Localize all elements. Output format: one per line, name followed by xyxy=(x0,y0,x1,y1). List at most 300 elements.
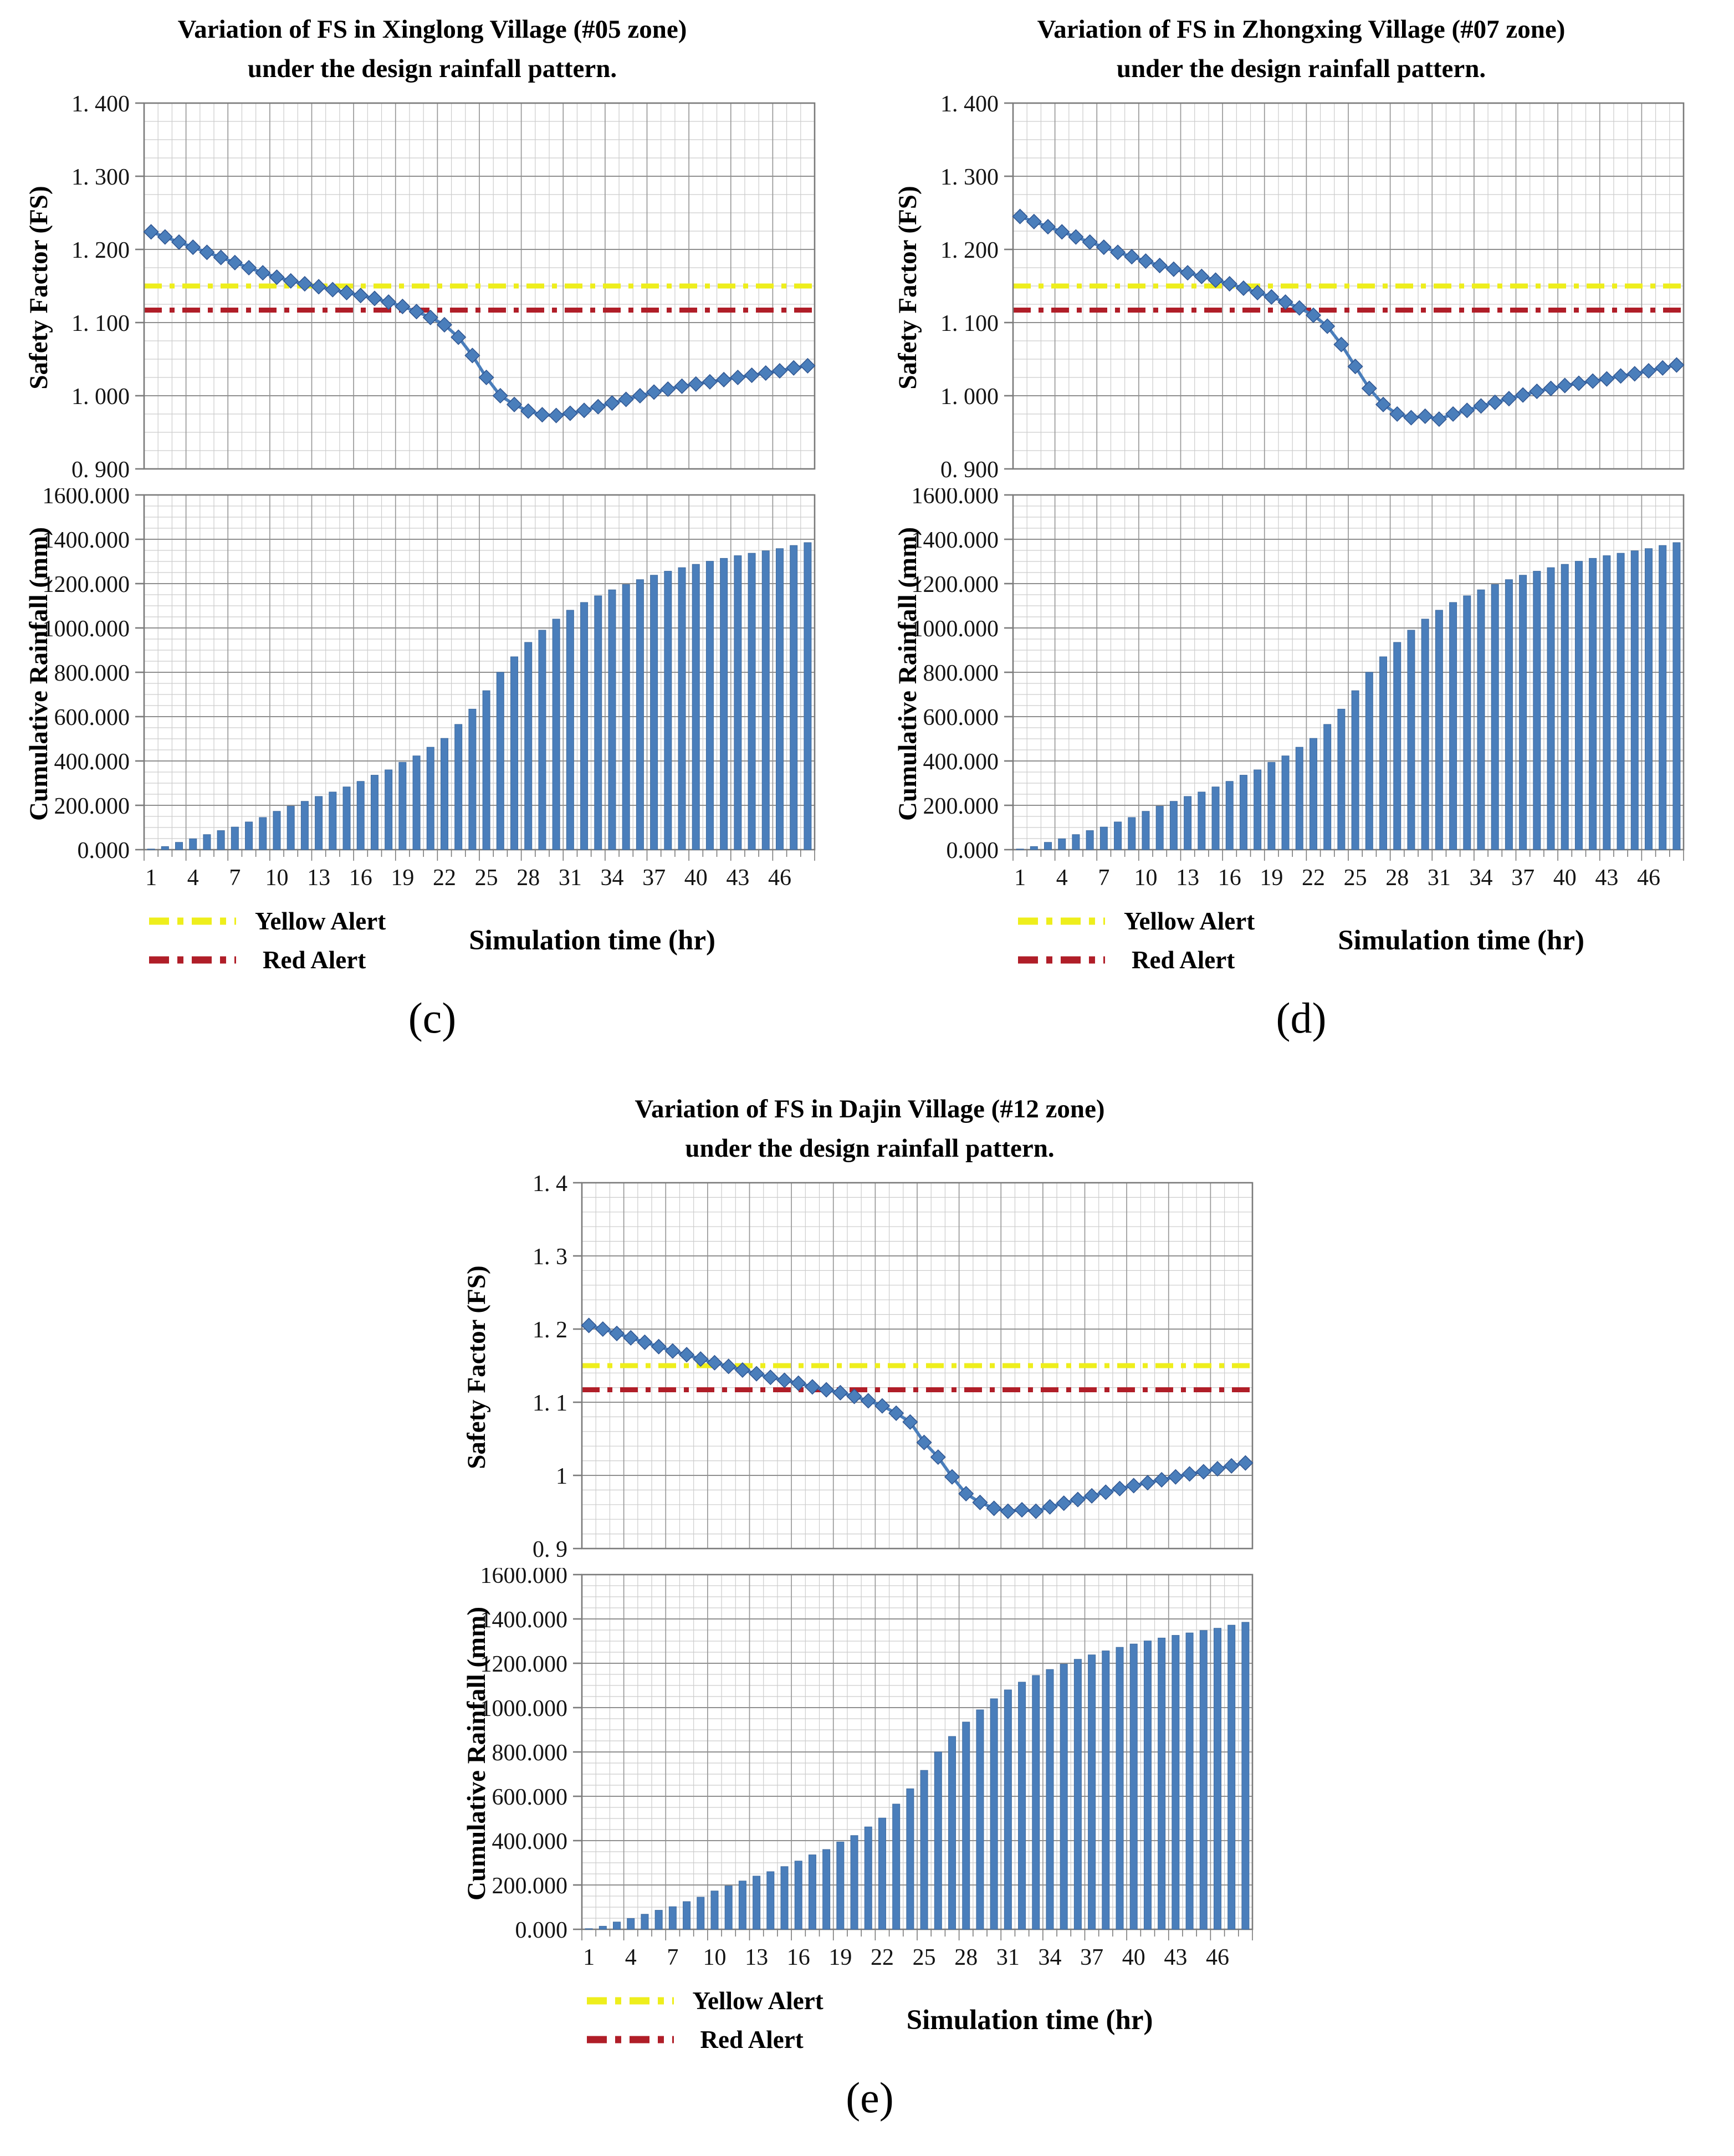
x-tick-label: 4 xyxy=(625,1945,637,1970)
fs-marker xyxy=(633,389,647,403)
fs-marker xyxy=(773,364,787,378)
fs-marker xyxy=(1585,374,1600,389)
fs-marker xyxy=(577,403,591,417)
fs-marker xyxy=(158,230,172,244)
yellow-alert-line-swatch xyxy=(147,915,238,927)
fs-marker xyxy=(623,1331,638,1345)
rainfall-bar xyxy=(203,835,211,850)
rainfall-bar xyxy=(1004,1690,1011,1929)
x-tick-label: 34 xyxy=(1469,865,1493,891)
legend-item-yellow-alert xyxy=(147,907,386,936)
x-tick-label: 28 xyxy=(516,865,540,891)
legend-label-yellow-alert: Yellow Alert xyxy=(692,1987,823,2015)
rainfall-bar xyxy=(734,556,741,850)
rainfall-bar xyxy=(976,1710,983,1929)
y-tick-label: 1. 000 xyxy=(940,384,999,410)
fs-marker xyxy=(1111,245,1125,259)
x-tick-label: 7 xyxy=(666,1945,678,1970)
panel-d-rain-block xyxy=(874,488,1728,901)
fs-marker xyxy=(1097,240,1111,254)
fs-marker xyxy=(1124,249,1139,264)
rainfall-bar xyxy=(809,1855,816,1929)
fs-y-axis-title: Safety Factor (FS) xyxy=(893,186,922,390)
x-tick-label: 37 xyxy=(642,865,666,891)
fs-marker xyxy=(661,382,675,396)
rainfall-bar xyxy=(469,709,476,850)
rainfall-bar xyxy=(1018,1682,1025,1929)
rainfall-bar xyxy=(636,580,643,850)
fs-marker xyxy=(1153,258,1167,273)
fs-marker xyxy=(144,224,158,239)
fs-marker xyxy=(242,260,256,275)
fs-marker xyxy=(689,377,703,391)
x-tick-label: 10 xyxy=(702,1945,726,1970)
rainfall-bar xyxy=(776,549,783,850)
legend xyxy=(147,907,386,974)
rainfall-bar xyxy=(878,1818,886,1929)
rainfall-bar xyxy=(1310,738,1317,850)
y-tick-label: 200.000 xyxy=(54,794,130,819)
x-tick-label: 19 xyxy=(391,865,415,891)
legend-label-red-alert: Red Alert xyxy=(1132,946,1235,974)
fs-marker xyxy=(1516,388,1530,402)
y-tick-label: 1200.000 xyxy=(911,572,999,597)
fs-marker xyxy=(521,404,535,418)
rainfall-bar xyxy=(1016,849,1024,850)
x-tick-label: 22 xyxy=(1301,865,1325,891)
rainfall-bar xyxy=(1170,801,1177,850)
panel-e-title xyxy=(443,1090,1297,1168)
rain-chart-c xyxy=(6,488,837,901)
fs-marker xyxy=(1140,1475,1154,1490)
rainfall-bar xyxy=(1435,610,1443,850)
y-tick-label: 1200.000 xyxy=(42,572,130,597)
y-tick-label: 800.000 xyxy=(923,661,999,686)
rainfall-bar xyxy=(710,1891,718,1929)
y-tick-label: 0.000 xyxy=(515,1918,567,1943)
rainfall-bar xyxy=(1617,553,1624,850)
yellow-alert-line-swatch xyxy=(1016,915,1107,927)
fs-marker xyxy=(1210,1462,1224,1476)
x-tick-label: 34 xyxy=(600,865,624,891)
rainfall-bar xyxy=(161,846,168,850)
fs-marker xyxy=(763,1370,778,1384)
x-tick-label: 13 xyxy=(744,1945,768,1970)
fs-marker xyxy=(591,400,605,414)
x-tick-label: 43 xyxy=(1163,1945,1187,1970)
fs-marker xyxy=(1614,369,1628,383)
fs-marker xyxy=(1042,1500,1057,1514)
rainfall-bar xyxy=(1046,1669,1053,1929)
y-tick-label: 1000.000 xyxy=(911,616,999,642)
fs-marker xyxy=(647,385,661,399)
panel-d-fs-block xyxy=(874,95,1728,488)
rain-y-axis-title: Cumulative Rainfall (mm) xyxy=(462,1607,491,1901)
rainfall-bar xyxy=(1156,806,1163,850)
rainfall-bar xyxy=(613,1922,620,1929)
fs-marker xyxy=(186,240,200,254)
rainfall-bar xyxy=(1659,545,1666,850)
fs-chart-c xyxy=(6,95,837,488)
fs-marker xyxy=(800,359,815,373)
rainfall-bar xyxy=(1547,568,1554,850)
y-tick-label: 1400.000 xyxy=(911,528,999,553)
fs-marker xyxy=(1182,1467,1196,1481)
fs-marker xyxy=(675,379,689,394)
fs-marker xyxy=(1278,295,1293,309)
rainfall-bar xyxy=(664,571,672,850)
x-tick-label: 46 xyxy=(1636,865,1660,891)
fs-marker xyxy=(1488,395,1502,410)
y-tick-label: 400.000 xyxy=(54,749,130,775)
rainfall-bar xyxy=(1060,1664,1067,1929)
rainfall-bar xyxy=(1282,756,1289,850)
rainfall-bar xyxy=(1102,1651,1109,1929)
y-tick-label: 1200.000 xyxy=(480,1652,567,1677)
fs-marker xyxy=(1056,1496,1071,1510)
x-tick-label: 31 xyxy=(996,1945,1020,1970)
fs-marker xyxy=(507,397,521,412)
rainfall-bar xyxy=(1645,549,1652,850)
y-tick-label: 1. 300 xyxy=(71,165,130,190)
y-tick-label: 600.000 xyxy=(492,1785,567,1810)
x-tick-label: 4 xyxy=(187,865,199,891)
y-tick-label: 1. 3 xyxy=(532,1244,567,1270)
rainfall-bar xyxy=(1450,602,1457,850)
fs-marker xyxy=(1292,301,1307,315)
y-tick-label: 1. 100 xyxy=(940,311,999,336)
rainfall-bar xyxy=(1380,657,1387,850)
x-tick-label: 13 xyxy=(307,865,331,891)
rainfall-bar xyxy=(231,827,238,850)
y-tick-label: 400.000 xyxy=(492,1829,567,1854)
rainfall-bar xyxy=(1296,747,1303,850)
fs-marker xyxy=(721,1359,735,1373)
rainfall-bar xyxy=(1491,585,1498,850)
fs-marker xyxy=(1085,1489,1099,1503)
panel-e-title-line2: under the design rainfall pattern. xyxy=(685,1133,1055,1163)
rainfall-bar xyxy=(1365,672,1373,850)
y-tick-label: 1. 200 xyxy=(940,238,999,263)
fs-marker xyxy=(1083,235,1097,249)
panel-d-title-line2: under the design rainfall pattern. xyxy=(1116,54,1486,83)
y-tick-label: 1600.000 xyxy=(42,488,130,509)
rainfall-bar xyxy=(455,724,462,850)
x-tick-label: 7 xyxy=(1098,865,1110,891)
rainfall-bar xyxy=(892,1804,899,1929)
y-tick-label: 0.000 xyxy=(77,838,130,864)
rainfall-bar xyxy=(920,1770,928,1929)
fs-marker xyxy=(214,251,228,265)
rainfall-bar xyxy=(315,796,323,850)
rainfall-bar xyxy=(641,1914,648,1929)
rainfall-bar xyxy=(795,1861,802,1929)
rainfall-bar xyxy=(245,822,253,850)
rainfall-bar xyxy=(595,596,602,850)
x-tick-label: 19 xyxy=(1260,865,1283,891)
fs-marker xyxy=(777,1373,791,1387)
fs-marker xyxy=(1194,269,1209,284)
y-tick-label: 0. 9 xyxy=(532,1537,567,1562)
fs-marker xyxy=(1530,384,1544,398)
fs-marker xyxy=(1138,254,1153,268)
fs-marker xyxy=(1238,1456,1252,1470)
rainfall-bar xyxy=(790,545,797,850)
fs-y-axis-title: Safety Factor (FS) xyxy=(462,1265,491,1469)
x-tick-label: 28 xyxy=(1385,865,1409,891)
rainfall-bar xyxy=(1254,770,1261,850)
fs-marker xyxy=(605,396,619,410)
fs-marker xyxy=(1126,1478,1140,1493)
rainfall-bar xyxy=(1324,724,1331,850)
fs-marker xyxy=(1628,366,1642,381)
rainfall-bar xyxy=(357,781,364,850)
fs-marker xyxy=(973,1495,987,1510)
x-tick-label: 1 xyxy=(1014,865,1026,891)
rainfall-bar xyxy=(301,801,308,850)
red-alert-line-swatch xyxy=(1016,954,1107,966)
panel-d xyxy=(874,8,1728,1043)
rainfall-bar xyxy=(1128,818,1135,850)
panel-c-title xyxy=(6,10,859,88)
fs-marker xyxy=(354,288,368,303)
fs-marker xyxy=(730,370,745,385)
fs-marker xyxy=(381,295,396,309)
rainfall-bar xyxy=(399,762,406,850)
rainfall-bar xyxy=(990,1699,998,1929)
rainfall-bar xyxy=(781,1867,788,1929)
panel-c-legend-row xyxy=(147,907,859,974)
rainfall-bar xyxy=(1589,558,1597,850)
y-tick-label: 200.000 xyxy=(492,1873,567,1899)
rainfall-bar xyxy=(1198,792,1205,850)
fs-marker xyxy=(986,1501,1001,1515)
rainfall-bar xyxy=(766,1872,774,1929)
fs-marker xyxy=(1641,364,1656,378)
x-tick-label: 34 xyxy=(1037,1945,1061,1970)
panel-c-title-line1: Variation of FS in Xinglong Village (#05 zone) xyxy=(177,15,687,44)
fs-marker xyxy=(1460,403,1474,417)
x-tick-label: 31 xyxy=(558,865,582,891)
x-tick-label: 22 xyxy=(870,1945,894,1970)
rainfall-bar xyxy=(566,610,574,850)
legend-item-yellow-alert xyxy=(585,1986,823,2015)
fs-marker xyxy=(1041,219,1055,234)
x-tick-label: 16 xyxy=(349,865,372,891)
rain-y-axis-title: Cumulative Rainfall (mm) xyxy=(893,527,922,821)
rainfall-bar xyxy=(1421,619,1429,850)
rainfall-bar xyxy=(836,1842,843,1929)
fs-marker xyxy=(1264,290,1278,304)
x-tick-label: 43 xyxy=(1595,865,1619,891)
y-tick-label: 1. 4 xyxy=(532,1174,567,1197)
rainfall-bar xyxy=(622,585,630,850)
rainfall-bar xyxy=(1408,630,1415,850)
rainfall-bar xyxy=(906,1789,913,1929)
panel-c-title-line2: under the design rainfall pattern. xyxy=(247,54,617,83)
fs-marker xyxy=(1572,376,1586,391)
rainfall-bar xyxy=(822,1850,830,1929)
y-tick-label: 1600.000 xyxy=(911,488,999,509)
rainfall-bar xyxy=(762,551,769,850)
fs-marker xyxy=(665,1344,679,1358)
rainfall-bar xyxy=(865,1827,872,1929)
rainfall-bar xyxy=(147,849,155,850)
fs-marker xyxy=(759,366,773,380)
rainfall-bar xyxy=(343,787,350,850)
rainfall-bar xyxy=(427,747,434,850)
rainfall-bar xyxy=(385,770,392,850)
fs-marker xyxy=(563,406,577,421)
rainfall-bar xyxy=(441,738,448,850)
legend-label-red-alert: Red Alert xyxy=(263,946,366,974)
fs-marker xyxy=(1348,359,1363,374)
fs-marker xyxy=(610,1326,624,1341)
rainfall-bar xyxy=(739,1881,746,1929)
rainfall-bar xyxy=(948,1736,955,1929)
rainfall-bar xyxy=(497,672,504,850)
fs-marker xyxy=(1474,398,1488,413)
yellow-alert-line-swatch xyxy=(585,1995,676,2007)
rainfall-bar xyxy=(720,558,728,850)
legend xyxy=(1016,907,1255,974)
fs-marker xyxy=(311,279,326,294)
fs-marker xyxy=(395,299,410,314)
fs-marker xyxy=(367,291,382,305)
y-tick-label: 800.000 xyxy=(492,1740,567,1766)
panel-e-title-line1: Variation of FS in Dajin Village (#12 zone) xyxy=(635,1095,1105,1123)
rain-chart-e xyxy=(443,1568,1275,1981)
panel-e-legend-row xyxy=(585,1986,1297,2054)
fs-marker xyxy=(549,408,564,423)
legend-item-red-alert xyxy=(1016,946,1255,974)
x-axis-title: Simulation time (hr) xyxy=(906,2005,1153,2036)
fs-marker xyxy=(1098,1485,1113,1499)
y-tick-label: 200.000 xyxy=(923,794,999,819)
y-tick-label: 1. 400 xyxy=(71,95,130,117)
fs-marker xyxy=(1027,214,1041,229)
y-tick-label: 800.000 xyxy=(54,661,130,686)
fs-marker xyxy=(1168,1470,1183,1484)
fs-marker xyxy=(1544,381,1558,396)
fs-marker xyxy=(1418,409,1433,423)
x-tick-label: 22 xyxy=(432,865,456,891)
rainfall-bar xyxy=(692,564,699,850)
x-axis-title: Simulation time (hr) xyxy=(1338,925,1584,956)
rainfall-bar xyxy=(1114,822,1122,850)
fs-marker xyxy=(861,1393,875,1408)
rainfall-bar xyxy=(1338,709,1345,850)
y-tick-label: 1400.000 xyxy=(42,528,130,553)
rainfall-bar xyxy=(1088,1655,1095,1929)
x-tick-label: 40 xyxy=(684,865,708,891)
x-tick-label: 25 xyxy=(912,1945,936,1970)
fs-marker xyxy=(1236,281,1251,295)
panel-e-rain-block xyxy=(443,1568,1297,1981)
fs-marker xyxy=(679,1347,694,1362)
rainfall-bar xyxy=(1186,1633,1193,1929)
fs-marker xyxy=(1404,411,1418,425)
legend-item-red-alert xyxy=(585,2025,823,2054)
y-tick-label: 0. 900 xyxy=(71,457,130,483)
fs-marker xyxy=(298,277,312,291)
rainfall-bar xyxy=(273,811,280,850)
panel-letter-c: (c) xyxy=(408,994,457,1042)
rainfall-bar xyxy=(1631,551,1638,850)
fs-marker xyxy=(1000,1504,1015,1519)
fs-y-axis-title: Safety Factor (FS) xyxy=(24,186,53,390)
fs-marker xyxy=(619,392,633,407)
fs-marker xyxy=(269,270,284,284)
panel-c-rain-block xyxy=(6,488,859,901)
fs-marker xyxy=(595,1322,610,1336)
y-tick-label: 1. 300 xyxy=(940,165,999,190)
y-tick-label: 1000.000 xyxy=(42,616,130,642)
x-tick-label: 16 xyxy=(786,1945,810,1970)
rainfall-bar xyxy=(1505,580,1512,850)
rainfall-bar xyxy=(1086,831,1093,850)
rainfall-bar xyxy=(1074,1659,1081,1929)
y-tick-label: 600.000 xyxy=(54,705,130,730)
rainfall-bar xyxy=(678,568,686,850)
x-tick-label: 1 xyxy=(582,1945,595,1970)
x-axis-title: Simulation time (hr) xyxy=(469,925,715,956)
y-tick-label: 1000.000 xyxy=(480,1696,567,1721)
y-tick-label: 1. 200 xyxy=(71,238,130,263)
x-tick-label: 43 xyxy=(726,865,750,891)
panel-d-title-line1: Variation of FS in Zhongxing Village (#07 zone) xyxy=(1037,15,1566,44)
fs-marker xyxy=(1154,1473,1169,1487)
rainfall-bar xyxy=(683,1902,690,1929)
legend-label-red-alert: Red Alert xyxy=(700,2026,804,2053)
rainfall-bar xyxy=(1268,762,1275,850)
rainfall-bar xyxy=(539,630,546,850)
rainfall-bar xyxy=(1212,787,1219,850)
y-tick-label: 1. 000 xyxy=(71,384,130,410)
rainfall-bar xyxy=(655,1910,662,1929)
rainfall-bar xyxy=(581,602,588,850)
rainfall-bar xyxy=(608,590,616,850)
legend-label-yellow-alert: Yellow Alert xyxy=(1124,907,1255,935)
rainfall-bar xyxy=(851,1836,858,1929)
rainfall-bar xyxy=(804,543,811,850)
y-tick-label: 1. 1 xyxy=(532,1391,567,1416)
x-tick-label: 13 xyxy=(1176,865,1200,891)
x-tick-label: 10 xyxy=(1134,865,1158,891)
panel-d-title xyxy=(874,10,1728,88)
rainfall-bar xyxy=(1673,543,1680,850)
rainfall-bar xyxy=(1045,842,1052,850)
y-tick-label: 1. 100 xyxy=(71,311,130,336)
x-tick-label: 1 xyxy=(145,865,157,891)
x-tick-label: 46 xyxy=(768,865,791,891)
x-tick-label: 4 xyxy=(1056,865,1068,891)
rainfall-bar xyxy=(1184,796,1191,850)
rainfall-bar xyxy=(599,1926,606,1929)
x-tick-label: 19 xyxy=(828,1945,852,1970)
rainfall-bar xyxy=(1533,571,1541,850)
rainfall-bar xyxy=(1100,827,1107,850)
rainfall-bar xyxy=(413,756,420,850)
rainfall-bar xyxy=(511,657,518,850)
rainfall-bar xyxy=(706,561,713,850)
rainfall-bar xyxy=(1477,590,1485,850)
rainfall-bar xyxy=(553,619,560,850)
rainfall-bar xyxy=(1030,846,1037,850)
y-tick-label: 1. 400 xyxy=(940,95,999,117)
rainfall-bar xyxy=(176,842,183,850)
fs-marker xyxy=(703,375,717,389)
